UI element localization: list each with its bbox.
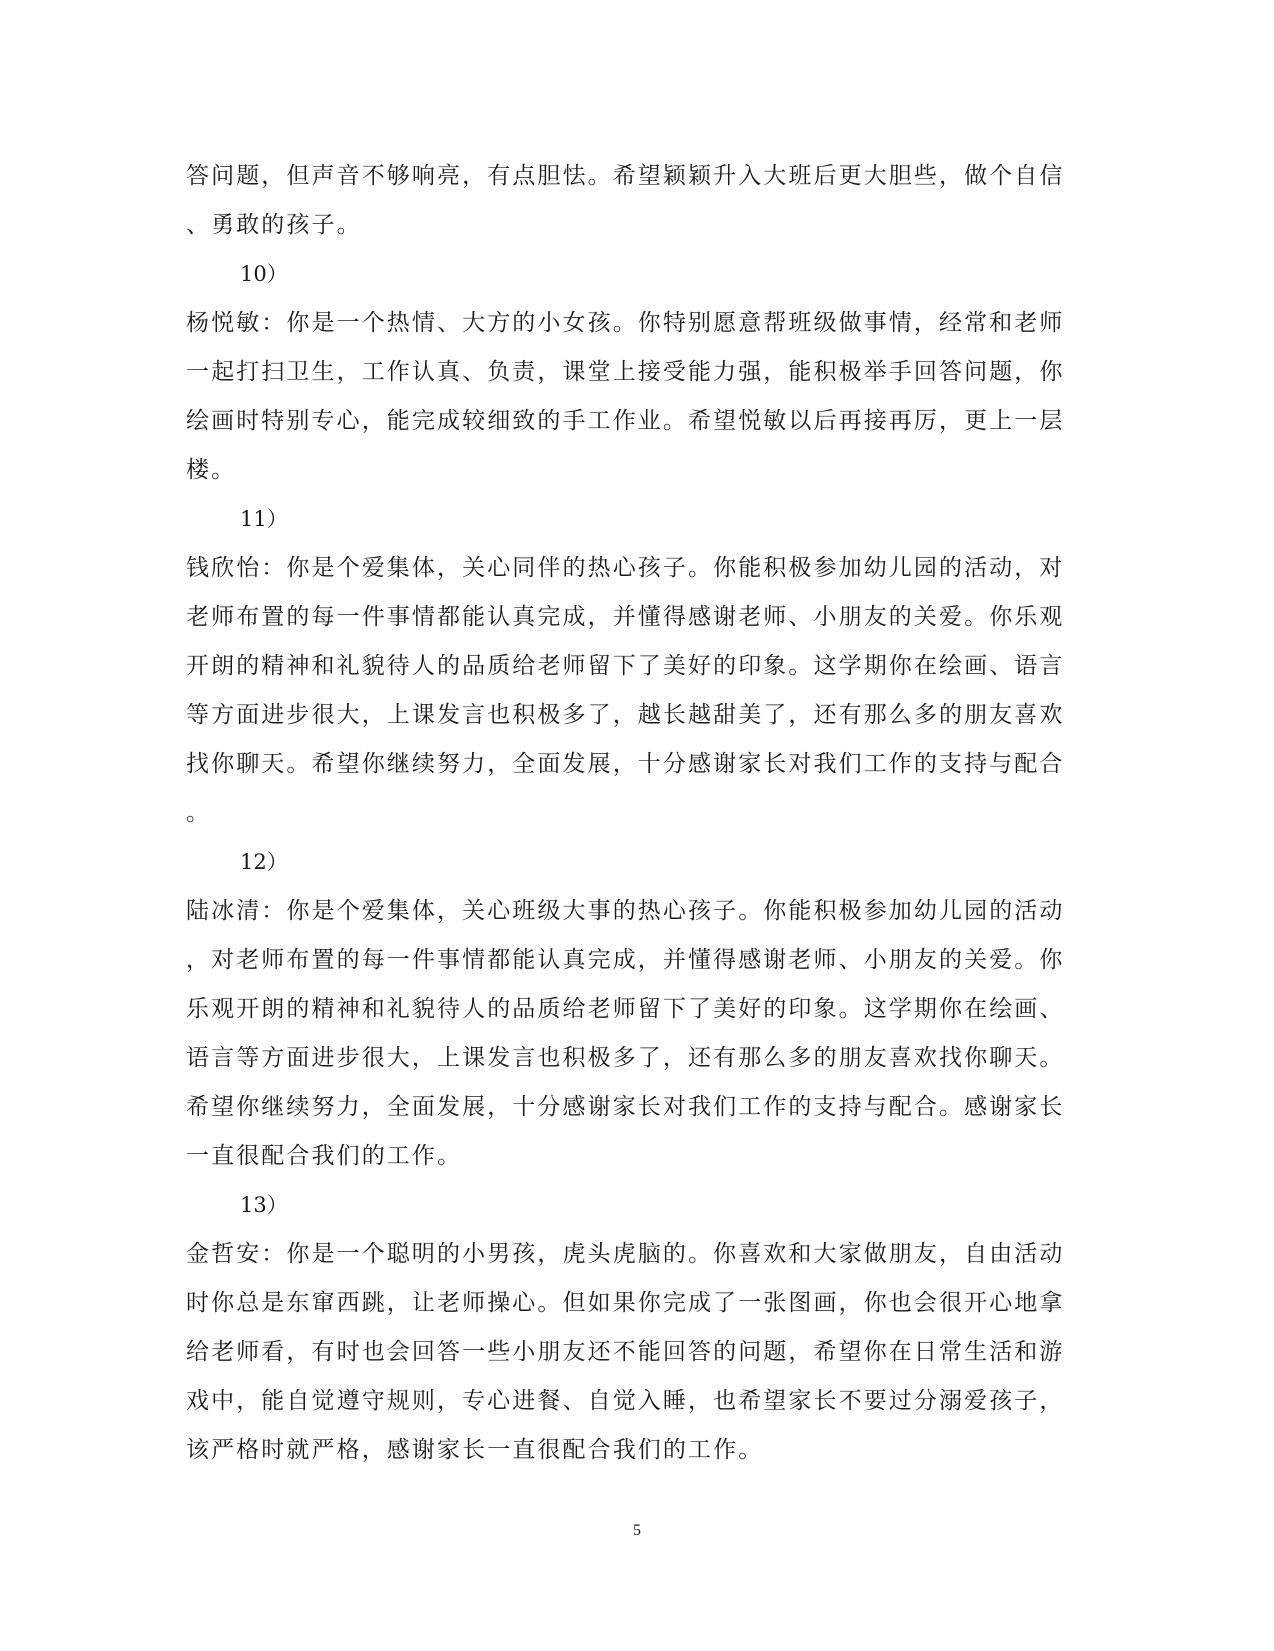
text-line: 语言等方面进步很大，上课发言也积极多了，还有那么多的朋友喜欢找你聊天。 bbox=[186, 1045, 1065, 1071]
text-line: 开朗的精神和礼貌待人的品质给老师留下了美好的印象。这学期你在绘画、语言 bbox=[186, 653, 1065, 679]
text-line: 陆冰清：你是个爱集体，关心班级大事的热心孩子。你能积极参加幼儿园的活动 bbox=[186, 898, 1065, 924]
item-number: 10） bbox=[240, 262, 288, 286]
text-line: 乐观开朗的精神和礼貌待人的品质给老师留下了美好的印象。这学期你在绘画、 bbox=[186, 996, 1065, 1022]
text-line: 找你聊天。希望你继续努力，全面发展，十分感谢家长对我们工作的支持与配合 bbox=[186, 751, 1065, 777]
text-line: 金哲安：你是一个聪明的小男孩，虎头虎脑的。你喜欢和大家做朋友，自由活动 bbox=[186, 1241, 1065, 1267]
text-line: 一直很配合我们的工作。 bbox=[186, 1143, 463, 1169]
item-number: 13） bbox=[240, 1193, 288, 1217]
item-number: 11） bbox=[240, 507, 288, 531]
text-line: ，对老师布置的每一件事情都能认真完成，并懂得感谢老师、小朋友的关爱。你 bbox=[186, 947, 1065, 973]
item-number: 12） bbox=[240, 850, 288, 874]
text-line: 杨悦敏：你是一个热情、大方的小女孩。你特别愿意帮班级做事情，经常和老师 bbox=[186, 310, 1065, 336]
text-line: 戏中，能自觉遵守规则，专心进餐、自觉入睡，也希望家长不要过分溺爱孩子， bbox=[186, 1388, 1065, 1414]
text-line: 楼。 bbox=[186, 457, 237, 483]
text-line: 。 bbox=[186, 800, 212, 826]
text-line: 钱欣怡：你是个爱集体，关心同伴的热心孩子。你能积极参加幼儿园的活动，对 bbox=[186, 555, 1065, 581]
text-line: 希望你继续努力，全面发展，十分感谢家长对我们工作的支持与配合。感谢家长 bbox=[186, 1094, 1065, 1120]
page-number: 5 bbox=[633, 1522, 641, 1539]
text-line: 时你总是东窜西跳，让老师操心。但如果你完成了一张图画，你也会很开心地拿 bbox=[186, 1290, 1065, 1316]
text-line: 、勇敢的孩子。 bbox=[186, 212, 362, 238]
text-line: 绘画时特别专心，能完成较细致的手工作业。希望悦敏以后再接再厉，更上一层 bbox=[186, 408, 1065, 434]
text-line: 等方面进步很大，上课发言也积极多了，越长越甜美了，还有那么多的朋友喜欢 bbox=[186, 702, 1065, 728]
text-line: 该严格时就严格，感谢家长一直很配合我们的工作。 bbox=[186, 1437, 764, 1463]
text-line: 答问题，但声音不够响亮，有点胆怯。希望颖颖升入大班后更大胆些，做个自信 bbox=[186, 163, 1065, 189]
document-body bbox=[186, 152, 1066, 1475]
text-line: 老师布置的每一件事情都能认真完成，并懂得感谢老师、小朋友的关爱。你乐观 bbox=[186, 604, 1065, 630]
text-line: 给老师看，有时也会回答一些小朋友还不能回答的问题，希望你在日常生活和游 bbox=[186, 1339, 1065, 1365]
text-line: 一起打扫卫生，工作认真、负责，课堂上接受能力强，能积极举手回答问题，你 bbox=[186, 359, 1065, 385]
